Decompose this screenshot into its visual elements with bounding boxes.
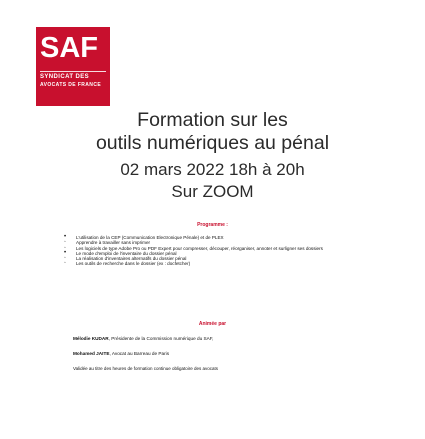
bullet-icon: • bbox=[64, 234, 67, 240]
logo-divider bbox=[40, 71, 106, 72]
list-item: • L'utilisation de la CEP (Communication Electronique Pénale) et de PLEX bbox=[64, 234, 224, 240]
animated-by-heading: Animée par bbox=[198, 321, 227, 327]
bullet-icon: ◦ bbox=[64, 244, 66, 251]
speaker-2 bbox=[73, 351, 169, 356]
list-item: ◦ Les logiciels de type Adobe Pro ou PDF Expert pour compresser, découper, réorganiser, annoter et surligner ses dossiers bbox=[64, 244, 323, 251]
validation-note: Validée au titre des heures de formation continue obligatoire des avocats bbox=[73, 366, 219, 371]
event-location: Sur ZOOM bbox=[171, 182, 254, 201]
saf-logo bbox=[36, 27, 110, 106]
list-item: ◦ La réalisation d'inventaires alternatifs du dossier pénal bbox=[64, 255, 187, 262]
speaker-name: Mohamed JAITE bbox=[73, 351, 110, 356]
list-item: ◦ Apprendre à travailler sans imprimer bbox=[64, 239, 151, 246]
event-datetime: 02 mars 2022 18h à 20h bbox=[120, 160, 305, 179]
speaker-name: Mélodie KUDAR bbox=[73, 336, 109, 341]
bullet-icon: • bbox=[64, 249, 67, 256]
list-item: • Le mode d'emploi de l'inventaire du dossier pénal bbox=[64, 249, 177, 256]
title-line-2: outils numériques au pénal bbox=[95, 132, 330, 154]
bullet-icon: ◦ bbox=[64, 260, 66, 267]
programme-list bbox=[64, 235, 374, 267]
logo-subtitle-1: SYNDICAT DES bbox=[40, 74, 90, 80]
speaker-role: , Avocat au Barreau de Paris bbox=[109, 351, 170, 356]
logo-letters: SAF bbox=[40, 32, 98, 64]
speaker-1 bbox=[73, 336, 213, 341]
bullet-icon: ◦ bbox=[64, 255, 66, 262]
programme-heading: Programme : bbox=[197, 222, 228, 228]
bullet-icon: ◦ bbox=[64, 239, 66, 246]
speaker-role: , Présidente de la Commission numérique du SAF, bbox=[108, 336, 214, 341]
title-line-1: Formation sur les bbox=[137, 109, 288, 131]
list-item: ◦ Les outils de recherche dans le dossier (ex : docfetcher) bbox=[64, 260, 191, 267]
logo-subtitle-2: AVOCATS DE FRANCE bbox=[40, 82, 102, 88]
page-title bbox=[0, 109, 425, 155]
